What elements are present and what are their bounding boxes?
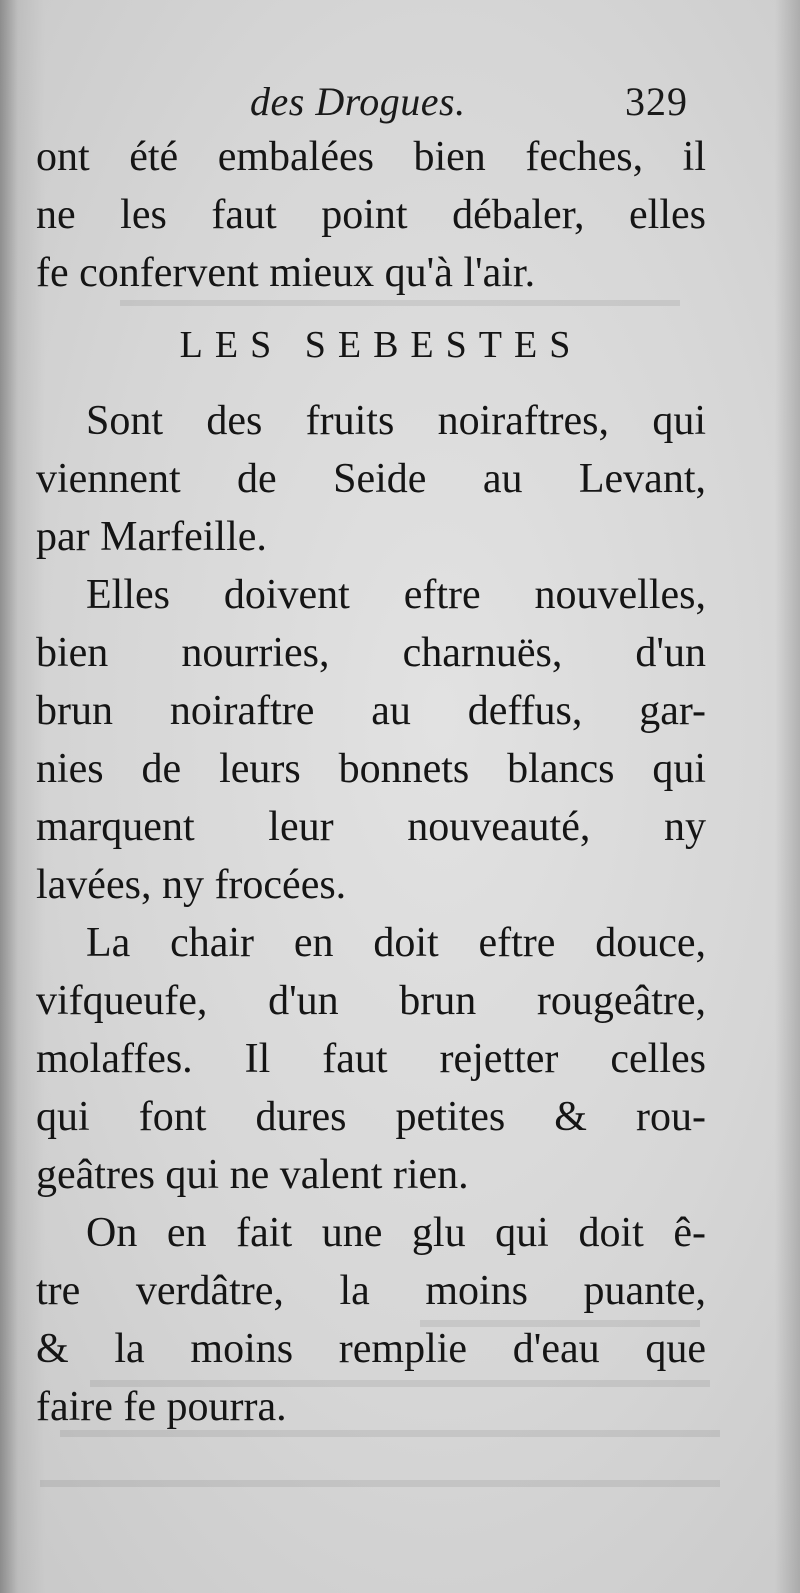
text-line: faire fe pourra. [36,1384,287,1430]
text-line: Sont des fruits noiraftres, qui [86,398,706,444]
text-line: geâtres qui ne valent rien. [36,1152,469,1198]
text-line: fe confervent mieux qu'à l'air. [36,250,536,296]
text-line: vifqueufe, d'un brun rougeâtre, [36,978,706,1024]
text-line: & la moins remplie d'eau que [36,1326,706,1372]
text-line: tre verdâtre, la moins puante, [36,1268,706,1314]
running-title: des Drogues. [250,79,466,124]
text-line: Elles doivent eftre nouvelles, [86,572,706,618]
page-header [0,72,800,132]
text-line: ne les faut point débaler, elles [36,192,706,238]
text-line: On en fait une glu qui doit ê- [86,1210,706,1256]
text-line: viennent de Seide au Levant, [36,456,706,502]
text-line: ont été embalées bien feches, il [36,134,706,180]
body-text [36,128,706,1436]
page-number: 329 [625,79,688,124]
text-line: marquent leur nouveauté, ny [36,804,706,850]
text-line: brun noiraftre au deffus, gar- [36,688,706,734]
text-line: nies de leurs bonnets blancs qui [36,746,706,792]
text-line: par Marfeille. [36,514,267,560]
section-heading: LES SEBESTES [179,324,583,366]
text-line: bien nourries, charnuës, d'un [36,630,706,676]
text-line: lavées, ny frocées. [36,862,347,908]
text-line: qui font dures petites & rou- [36,1094,706,1140]
text-line: La chair en doit eftre douce, [86,920,706,966]
text-line: molaffes. Il faut rejetter celles [36,1036,706,1082]
